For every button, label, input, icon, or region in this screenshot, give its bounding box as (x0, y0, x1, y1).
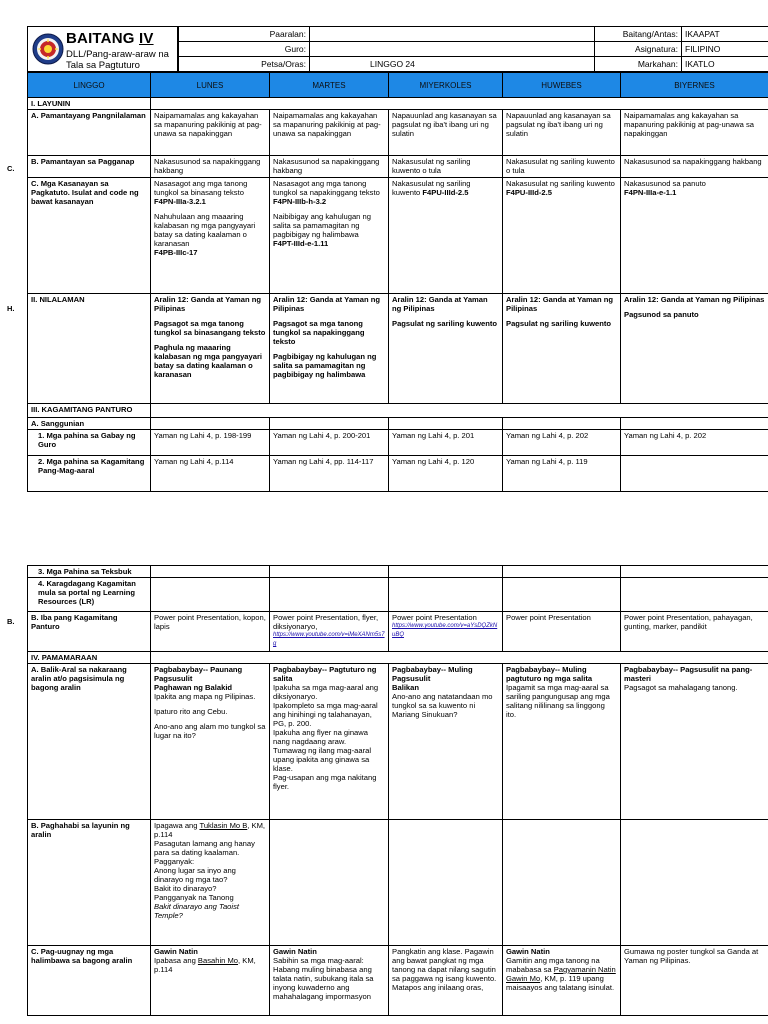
dll-table-page-two (27, 565, 768, 1016)
table-row (28, 456, 768, 492)
row-label-sanggunian: A. Sanggunian (28, 418, 151, 430)
cell: Nakasusunod sa napakinggang hakbang (151, 156, 270, 178)
section-kagamitan: III. KAGAMITANG PANTURO (28, 404, 151, 418)
day-header-martes: MARTES (270, 73, 389, 98)
row-label-gabay-ng-guro: 1. Mga pahina sa Gabay ng Guro (28, 430, 151, 456)
day-header-huwebes: HUWEBES (503, 73, 621, 98)
section-layunin-row (28, 98, 768, 110)
cell (621, 456, 768, 492)
cell: Yaman ng Lahi 4, p. 200-201 (270, 430, 389, 456)
days-header-row (28, 73, 768, 98)
table-row (28, 578, 768, 612)
guro-label: Guro: (179, 42, 310, 57)
cell: Nakasusulat ng sariling kuwento F4PU-IIId-2.5 (503, 178, 621, 294)
cell: Gumawa ng poster tungkol sa Ganda at Yaman ng Pilipinas. (621, 946, 768, 1016)
row-label-pamantayan-sa-pagganap: B. Pamantayan sa Pagganap (28, 156, 151, 178)
row-label-balik-aral: A. Balik-Aral sa nakaraang aralin at/o pagsisimula ng bagong aralin (28, 664, 151, 820)
cell: Gawin Natin Ipabasa ang Basahin Mo, KM, p.114 (151, 946, 270, 1016)
cell: Napauunlad ang kasanayan sa pagsulat ng iba't ibang uri ng sulatin (389, 110, 503, 156)
cell: Aralin 12: Ganda at Yaman ng Pilipinas Pagsunod sa panuto (621, 294, 768, 404)
cell: Nakasusulat ng sariling kuwento F4PU-IIId-2.5 (389, 178, 503, 294)
cell: Naipamamalas ang kakayahan sa mapanuring pakikinig at pag-unawa sa napakinggan (151, 110, 270, 156)
petsa-label: Petsa/Oras: (179, 57, 310, 72)
table-row (28, 294, 768, 404)
dll-subtitle: DLL/Pang-araw-araw na Tala sa Pagtuturo (66, 49, 169, 71)
cell: Aralin 12: Ganda at Yaman ng Pilipinas Pagsagot sa mga tanong tungkol sa binasangang teksto Paghula ng maaaring kalabasan ng mga pangyayari batay sa dating kaalaman o karanasan (151, 294, 270, 404)
row-label-teksbuk: 3. Mga Pahina sa Teksbuk (28, 566, 151, 578)
cell: Nakasusulat ng sariling kuwento o tula (389, 156, 503, 178)
cell: Aralin 12: Ganda at Yaman ng Pilipinas Pagsagot sa mga tanong tungkol sa napakinggang teksto Pagbibigay ng kahulugan ng salita sa pamamagitan ng pagbibigay ng halimbawa (270, 294, 389, 404)
cell: Yaman ng Lahi 4, pp. 114-117 (270, 456, 389, 492)
row-label-paghahabi: B. Paghahabi sa layunin ng aralin (28, 820, 151, 946)
margin-letter-c: C. (7, 164, 15, 173)
section-layunin: I. LAYUNIN (28, 98, 151, 110)
cell: Yaman ng Lahi 4, p. 119 (503, 456, 621, 492)
header-info-grid (178, 26, 768, 72)
dll-table-page-one (27, 72, 768, 492)
linggo-value: LINGGO 24 (310, 57, 595, 72)
row-label-pag-uugnay: C. Pag-uugnay ng mga halimbawa sa bagong aralin (28, 946, 151, 1016)
cell: Pagbabaybay-- Pagsusulit na pang-masteri Pagsagot sa mahalagang tanong. (621, 664, 768, 820)
dll-header (27, 26, 768, 72)
markahan-value: IKATLO (682, 57, 768, 72)
asignatura-value: FILIPINO (682, 42, 768, 57)
grade-title: BAITANG IV (66, 30, 154, 47)
row-label-iba-pang-kagamitan: B. Iba pang Kagamitang Panturo (28, 612, 151, 652)
cell: Power point Presentation (503, 612, 621, 652)
table-row (28, 430, 768, 456)
cell: Gawin Natin Sabihin sa mga mag-aaral: Habang muling binabasa ang talata natin, subukang itala sa inyong kuwaderno ang mahahalagang impormasyon (270, 946, 389, 1016)
cell: Nasasagot ang mga tanong tungkol sa binasang teksto F4PN-IIIa-3.2.1 Nahuhulaan ang maaaring kalabasan ng mga pangyayari batay sa dating kaalaman o karanasan F4PB-IIIc-17 (151, 178, 270, 294)
cell: Pagbabaybay-- Muling pagtuturo ng mga salita Ipagamit sa mga mag-aaral sa sariling pangungusap ang mga salitang nililinang sa linggong ito. (503, 664, 621, 820)
table-row (28, 612, 768, 652)
cell: Yaman ng Lahi 4, p. 198-199 (151, 430, 270, 456)
cell: Nakasusunod sa panuto F4PN-IIIa-e-1.1 (621, 178, 768, 294)
cell: Nakasusunod sa napakinggang hakbang (270, 156, 389, 178)
day-header-miyerkoles: MIYERKOLES (389, 73, 503, 98)
row-label-learning-resources: 4. Karagdagang Kagamitan mula sa portal ng Learning Resources (LR) (28, 578, 151, 612)
section-kagamitan-row (28, 404, 768, 418)
cell: Yaman ng Lahi 4, p. 201 (389, 430, 503, 456)
cell: Nakasusulat ng sariling kuwento o tula (503, 156, 621, 178)
cell: Yaman ng Lahi 4, p. 202 (621, 430, 768, 456)
cell: Ipagawa ang Tuklasin Mo B, KM, p.114 Pasagutan lamang ang hanay para sa dating kaalaman. Pagganyak: Anong lugar sa inyo ang dinarayo ng mga tao? Bakit ito dinarayo? Pangganyak na Tanong Bakit dinarayo ang Taoist Temple? (151, 820, 270, 946)
cell: Aralin 12: Ganda at Yaman ng Pilipinas Pagsulat ng sariling kuwento (503, 294, 621, 404)
cell: Nakasusunod sa napakinggang hakbang (621, 156, 768, 178)
cell: Power point Presentation, flyer, diksiyonaryo, https://www.youtube.com/v=iMeXANm5s7g (270, 612, 389, 652)
table-row (28, 178, 768, 294)
page-two (7, 565, 768, 1016)
paaralan-label: Paaralan: (179, 27, 310, 42)
cell: Power point Presentation, kopon, lapis (151, 612, 270, 652)
youtube-link[interactable]: https://www.youtube.com/v=iMeXANm5s7g (273, 632, 385, 647)
row-label-pamantayang-pangnilalaman: A. Pamantayang Pangnilalaman (28, 110, 151, 156)
cell: Yaman ng Lahi 4, p.114 (151, 456, 270, 492)
margin-letter-h: H. (7, 304, 15, 313)
cell: Napauunlad ang kasanayan sa pagsulat ng iba't ibang uri ng sulatin (503, 110, 621, 156)
table-row (28, 110, 768, 156)
cell: Power point Presentation https://www.youtube.com/v=aYsDQZkNuBQ (389, 612, 503, 652)
paaralan-value (310, 27, 595, 42)
margin-letter-b: B. (7, 617, 15, 626)
cell: Pagbabaybay-- Paunang Pagsusulit Paghawan ng Balakid Ipakita ang mapa ng Pilipinas. Ipaturo rito ang Cebu. Ano-ano ang alam mo tungkol sa lugar na ito? (151, 664, 270, 820)
guro-value (310, 42, 595, 57)
cell: Pagbabaybay-- Pagtuturo ng salita Ipakuha sa mga mag-aaral ang diksiyonaryo. Ipakompleto sa mga mag-aaral ang hinihingi ng talahanayan, PG, p. 200. Ipakuha ang flyer na ginawa nang nagdaang araw. Tumawag ng ilang mag-aaral upang ipakita ang ginawa sa klase. Pag-usapan ang mga nakitang flyer. (270, 664, 389, 820)
row-label-mga-kasanayan: C. Mga Kasanayan sa Pagkatuto. Isulat and code ng bawat kasanayan (28, 178, 151, 294)
cell: Nasasagot ang mga tanong tungkol sa napakinggang teksto F4PN-IIIb-h-3.2 Naibibigay ang kahulugan ng salita sa pamamagitan ng pagbibigay ng halimbawa F4PT-IIId-e-1.11 (270, 178, 389, 294)
cell: Naipamamalas ang kakayahan sa mapanuring pakikinig at pag-unawa sa napakinggan (270, 110, 389, 156)
day-header-biyernes: BIYERNES (621, 73, 768, 98)
page-one (7, 26, 768, 492)
deped-seal-icon (32, 33, 64, 65)
day-header-lunes: LUNES (151, 73, 270, 98)
row-label-kagamitang-pang-mag-aaral: 2. Mga pahina sa Kagamitang Pang-Mag-aaral (28, 456, 151, 492)
section-nilalaman: II. NILALAMAN (28, 294, 151, 404)
table-row (28, 418, 768, 430)
section-pamamaraan: IV. PAMAMARAAN (28, 652, 151, 664)
cell: Yaman ng Lahi 4, p. 120 (389, 456, 503, 492)
table-row (28, 156, 768, 178)
baitang-value: IKAAPAT (682, 27, 768, 42)
table-row (28, 566, 768, 578)
section-pamamaraan-row (28, 652, 768, 664)
cell: Pangkatin ang klase. Pagawin ang bawat pangkat ng mga tanong na dapat nilang sagutin sa paggawa ng isang kuwento. Matapos ang inilaang oras, (389, 946, 503, 1016)
cell: Aralin 12: Ganda at Yaman ng Pilipinas Pagsulat ng sariling kuwento (389, 294, 503, 404)
table-row (28, 820, 768, 946)
baitang-label: Baitang/Antas: (595, 27, 682, 42)
logo-box (27, 26, 178, 72)
cell: Yaman ng Lahi 4, p. 202 (503, 430, 621, 456)
table-row (28, 946, 768, 1016)
youtube-link[interactable]: https://www.youtube.com/v=aYsDQZkNuBQ (392, 623, 498, 638)
cell: Power point Presentation, pahayagan, gunting, marker, pandikit (621, 612, 768, 652)
cell: Pagbabaybay-- Muling Pagsusulit Balikan Ano-ano ang natatandaan mo tungkol sa sa kuwento ni Mariang Sinukuan? (389, 664, 503, 820)
cell: Naipamamalas ang kakayahan sa mapanuring pakikinig at pag-unawa sa napakinggan (621, 110, 768, 156)
day-header-linggo: LINGGO (28, 73, 151, 98)
asignatura-label: Asignatura: (595, 42, 682, 57)
cell: Gawin Natin Gamitin ang mga tanong na mababasa sa Pagyamanin Natin Gawin Mo, KM, p. 119 upang maisaayos ang talatang isinulat. (503, 946, 621, 1016)
table-row (28, 664, 768, 820)
markahan-label: Markahan: (595, 57, 682, 72)
